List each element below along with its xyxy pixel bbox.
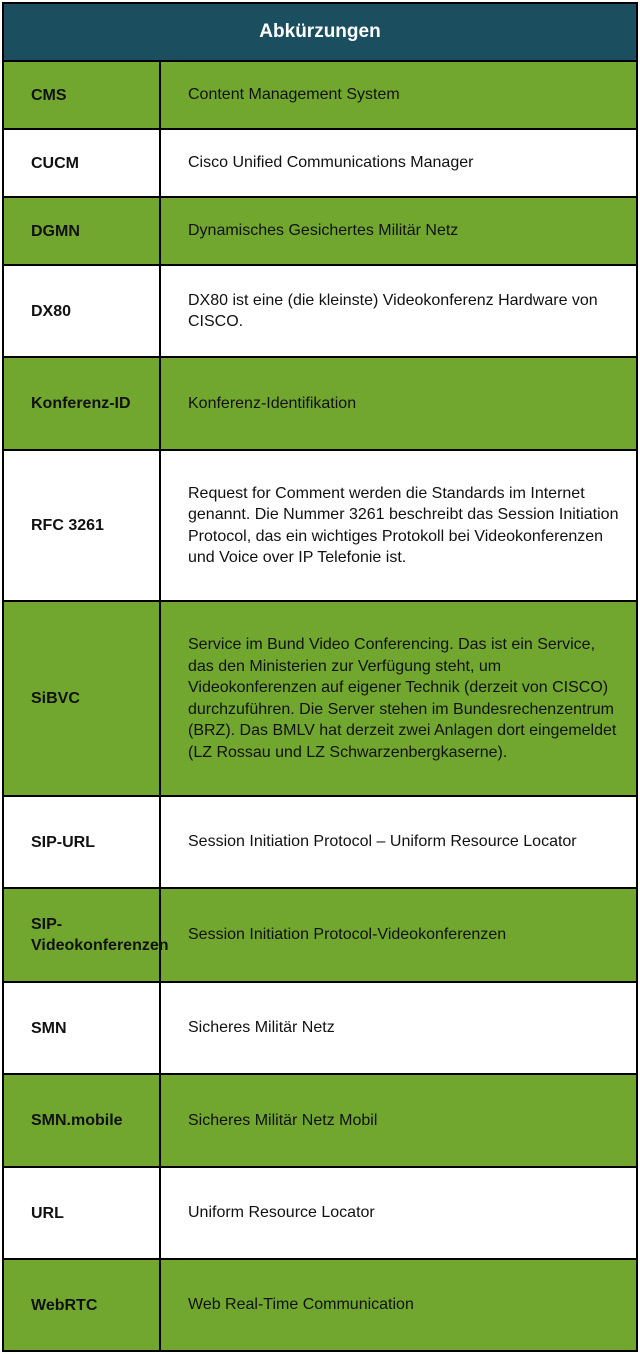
table-row: [2, 198, 638, 266]
abbreviation-cell: SMN.mobile: [4, 1075, 161, 1166]
abbreviation-cell: Konferenz-ID: [4, 358, 161, 449]
abbreviation-cell: CMS: [4, 62, 161, 128]
description-cell: Konferenz-Identifikation: [188, 394, 357, 412]
abbreviation-cell: RFC 3261: [4, 451, 161, 600]
table-row: [2, 130, 638, 198]
table-row: [2, 266, 638, 358]
table-row: [2, 62, 638, 130]
description-cell: Content Management System: [188, 86, 400, 104]
description-cell: Dynamisches Gesichertes Militär Netz: [188, 222, 459, 240]
description-cell: Sicheres Militär Netz: [188, 1019, 335, 1037]
table-row: [2, 797, 638, 889]
abbreviation-cell: WebRTC: [4, 1260, 161, 1350]
table-row: [2, 602, 638, 797]
description-cell: Request for Comment werden die Standards im Internet genannt. Die Nummer 3261 beschreibt das Session Initiation Protocol, das ein wichtiges Protokoll bei Videokonferenzen und Voice over IP Telefonie ist.: [188, 484, 619, 566]
table-row: [2, 1075, 638, 1168]
abbreviation-cell: URL: [4, 1168, 161, 1258]
abbreviation-cell: DX80: [4, 266, 161, 356]
description-cell: Web Real-Time Communication: [188, 1296, 414, 1314]
abbreviation-cell: SIP-URL: [4, 797, 161, 887]
description-cell: DX80 ist eine (die kleinste) Videokonferenz Hardware von CISCO.: [188, 291, 598, 330]
abbreviation-cell: SIP-Videokonferenzen: [4, 889, 161, 981]
table-row: [2, 983, 638, 1075]
description-cell: Session Initiation Protocol-Videokonferenzen: [188, 926, 507, 944]
table-row: [2, 451, 638, 602]
description-cell: Uniform Resource Locator: [188, 1204, 375, 1222]
abbreviation-cell: SiBVC: [4, 602, 161, 795]
table-row: [2, 1168, 638, 1260]
table-title: Abkürzungen: [2, 2, 638, 62]
abbreviation-cell: SMN: [4, 983, 161, 1073]
table-row: [2, 889, 638, 983]
description-cell: Session Initiation Protocol – Uniform Resource Locator: [188, 833, 577, 851]
table-row: [2, 1260, 638, 1352]
description-cell: Sicheres Militär Netz Mobil: [188, 1111, 378, 1129]
table-row: [2, 358, 638, 451]
abbreviation-cell: DGMN: [4, 198, 161, 264]
abbreviation-cell: CUCM: [4, 130, 161, 196]
description-cell: Cisco Unified Communications Manager: [188, 154, 474, 172]
description-cell: Service im Bund Video Conferencing. Das ist ein Service, das den Ministerien zur Verfügung steht, um Videokonferenzen auf eigener Technik (derzeit von CISCO) durchzuführen. Die Server stehen im Bundesrechenzentrum (BRZ). Das BMLV hat derzeit zwei Anlagen dort eingemeldet (LZ Rossau und LZ Schwarzenbergkaserne).: [188, 636, 617, 761]
